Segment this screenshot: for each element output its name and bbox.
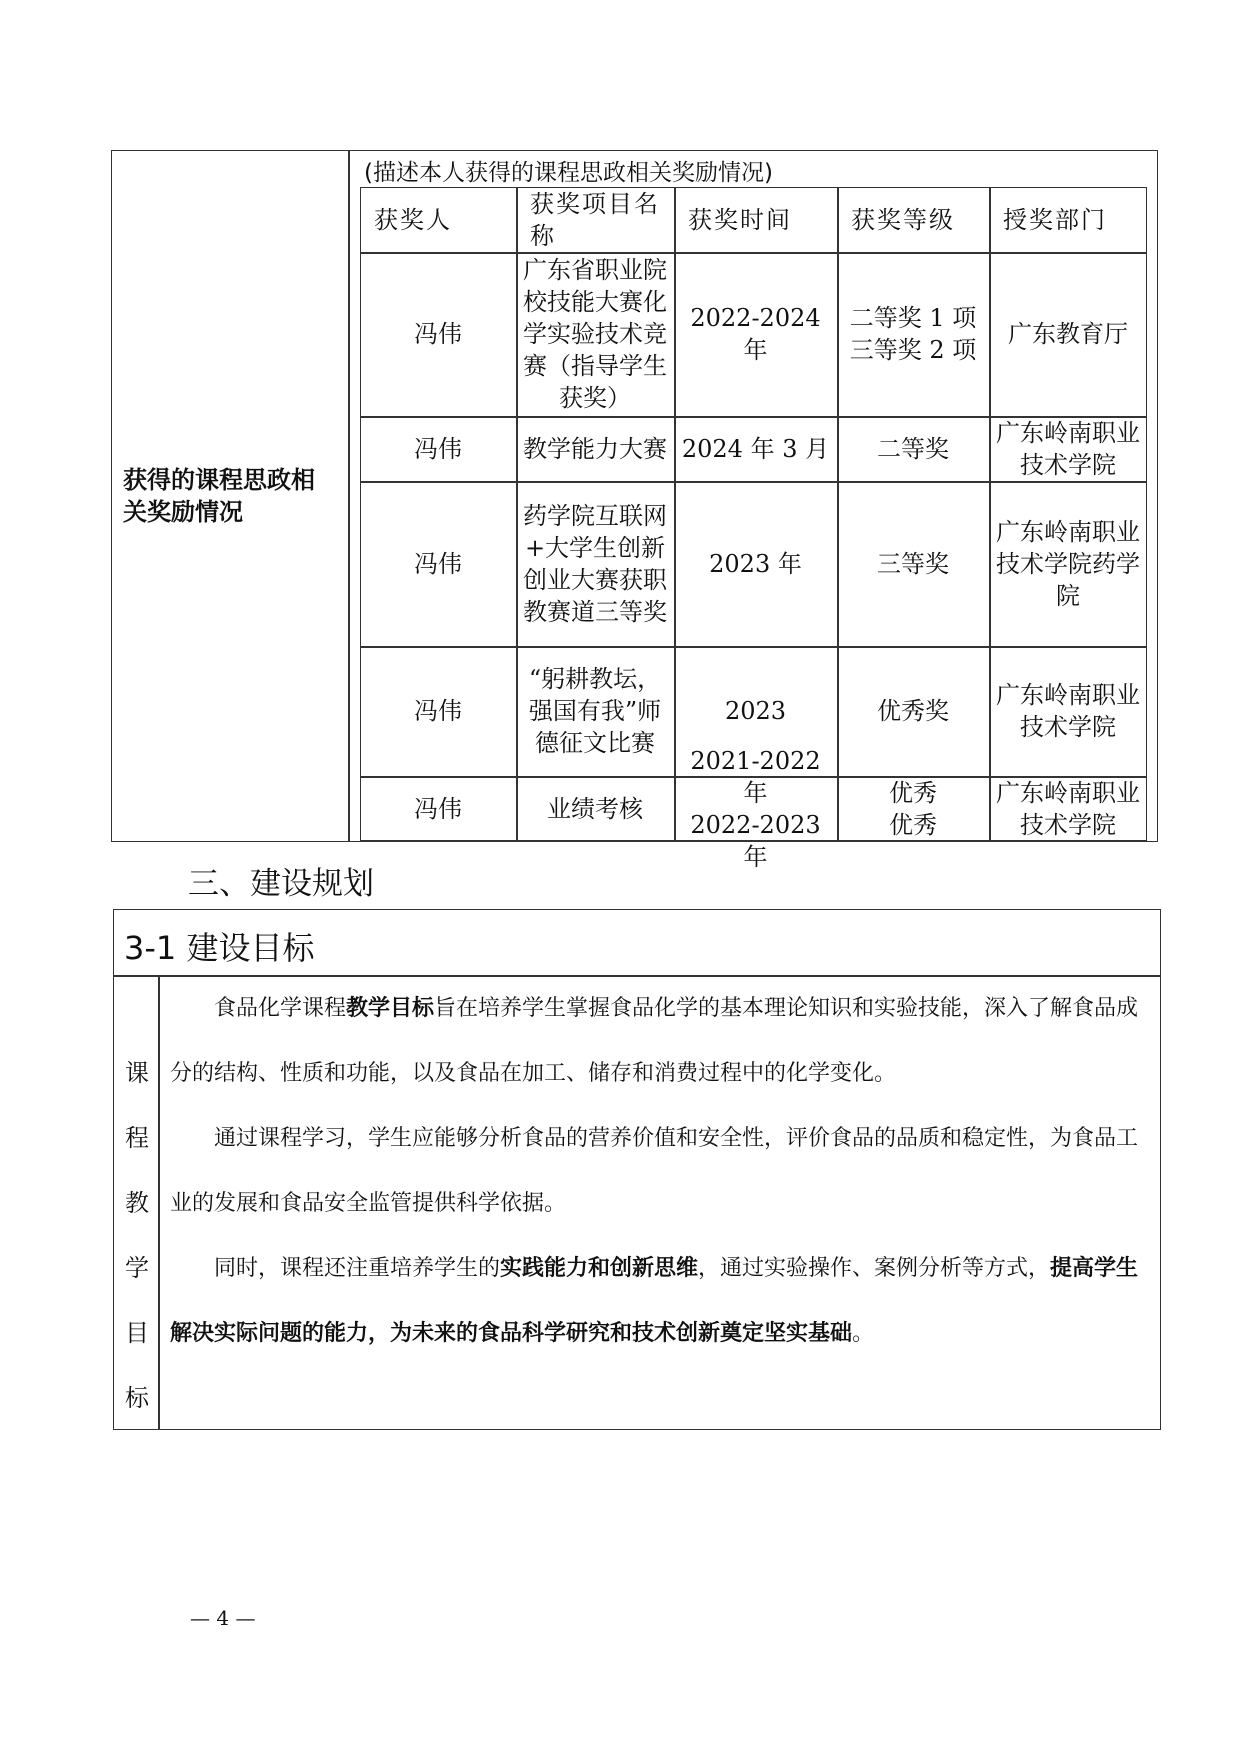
goals-title: 3-1 建设目标 bbox=[124, 929, 315, 967]
table-cell: 冯伟 bbox=[414, 320, 462, 348]
table-cell: 冯伟 bbox=[414, 794, 462, 823]
table-cell: 优秀奖 bbox=[877, 697, 949, 725]
column-header: 授奖部门 bbox=[1003, 205, 1107, 234]
table-cell: 广东岭南职业技术学院药学院 bbox=[996, 517, 1140, 610]
table-cell: 优秀 优秀 bbox=[889, 778, 937, 839]
column-header: 获奖人 bbox=[374, 205, 452, 234]
goal-paragraph-3: 同时，课程还注重培养学生的实践能力和创新思维，通过实验操作、案例分析等方式，提高学生解决实际问题的能力，为未来的食品科学研究和技术创新奠定坚实基础。 bbox=[170, 1255, 1139, 1346]
table-cell: 2023 年 bbox=[709, 549, 802, 578]
goal-paragraph-1: 食品化学课程教学目标旨在培养学生掌握食品化学的基本理论知识和实验技能，深入了解食品成分的结构、性质和功能，以及食品在加工、储存和消费过程中的化学变化。 bbox=[170, 995, 1139, 1086]
awards-description: (描述本人获得的课程思政相关奖励情况) bbox=[364, 160, 773, 186]
table-cell: 冯伟 bbox=[414, 434, 462, 463]
goals-body bbox=[170, 976, 1152, 1366]
table-cell: 二等奖 1 项 三等奖 2 项 bbox=[849, 304, 977, 364]
table-cell: 教学能力大赛 bbox=[523, 434, 667, 463]
column-header: 获奖时间 bbox=[688, 205, 792, 234]
goals-side-label: 课程教学目标 bbox=[125, 1059, 149, 1412]
page-number: — 4 — bbox=[190, 1606, 256, 1630]
table-cell: 广东岭南职业技术学院 bbox=[996, 418, 1140, 479]
table-cell: “躬耕教坛，强国有我”师德征文比赛 bbox=[528, 665, 662, 757]
table-cell: 三等奖 bbox=[877, 549, 949, 578]
table-cell: 冯伟 bbox=[414, 549, 462, 578]
table-cell: 广东岭南职业技术学院 bbox=[996, 778, 1140, 839]
table-cell: 药学院互联网+大学生创新创业大赛获职教赛道三等奖 bbox=[523, 501, 667, 626]
table-cell: 2024 年 3 月 bbox=[681, 434, 830, 463]
section-heading: 三、建设规划 bbox=[188, 866, 374, 902]
table-cell: 2021-2022 年 2022-2023 年 bbox=[690, 746, 821, 871]
column-header: 获奖项目名称 bbox=[530, 189, 660, 250]
table-cell: 冯伟 bbox=[414, 697, 462, 725]
table-cell: 2023 bbox=[724, 697, 787, 725]
table-cell: 2022-2024 年 bbox=[690, 304, 821, 364]
table-cell: 广东教育厅 bbox=[1008, 320, 1128, 348]
table-cell: 二等奖 bbox=[877, 434, 949, 463]
column-header: 获奖等级 bbox=[851, 205, 955, 234]
awards-label: 获得的课程思政相关奖励情况 bbox=[123, 466, 315, 526]
goal-paragraph-2: 通过课程学习，学生应能够分析食品的营养价值和安全性，评价食品的品质和稳定性，为食品工业的发展和食品安全监管提供科学依据。 bbox=[170, 1126, 1139, 1216]
table-cell: 广东省职业院校技能大赛化学实验技术竞赛（指导学生获奖） bbox=[523, 256, 667, 412]
table-cell: 广东岭南职业技术学院 bbox=[996, 681, 1140, 741]
table-cell: 业绩考核 bbox=[547, 794, 643, 823]
